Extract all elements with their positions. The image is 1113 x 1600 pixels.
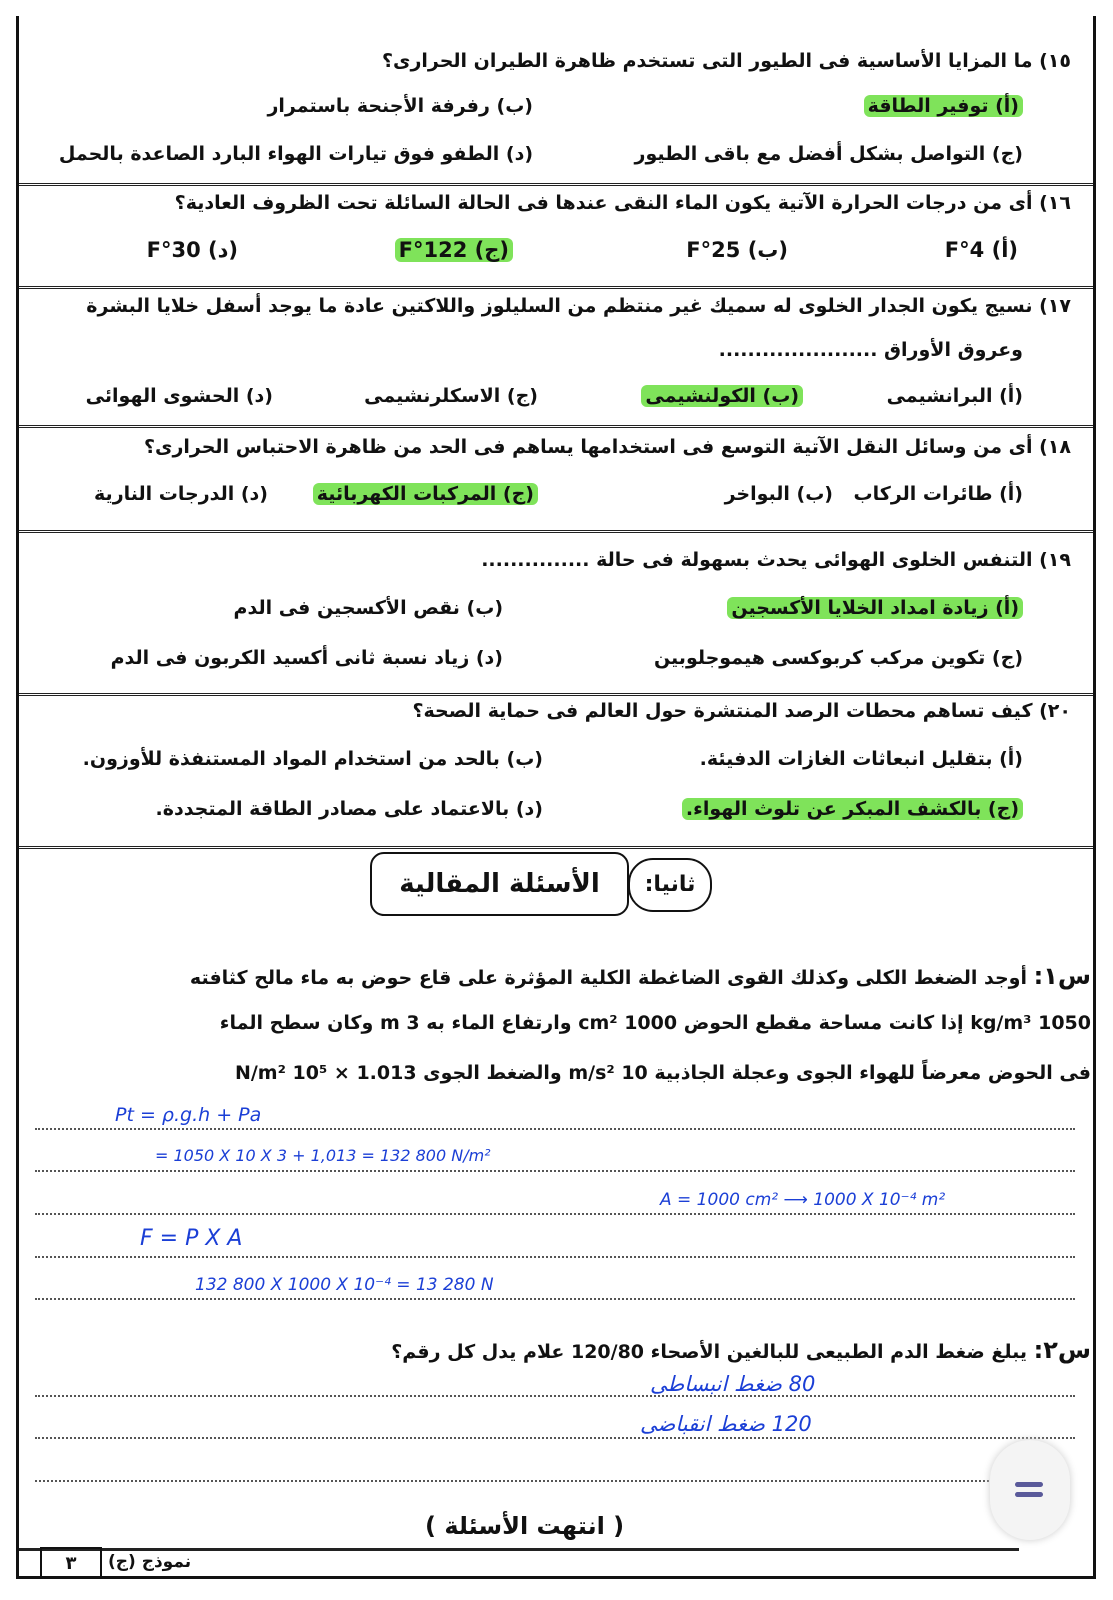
essay-1-line-1 — [190, 962, 1091, 990]
question-text: ٢٠) كيف تساهم محطات الرصد المنتشرة حول العالم فى حماية الصحة؟ — [412, 700, 1071, 722]
handwritten-answer: 120 ضغط انقباضى — [640, 1412, 812, 1436]
footer-divider — [19, 1548, 1019, 1551]
option-d[interactable]: (د) الطفو فوق تيارات الهواء البارد الصاعدة بالحمل — [58, 143, 533, 165]
answer-line — [35, 1256, 1075, 1258]
option-a-text: (أ) زيادة امداد الخلايا الأكسجين — [727, 597, 1023, 619]
option-d[interactable]: (د) بالاعتماد على مصادر الطاقة المتجددة. — [155, 798, 543, 820]
option-b[interactable]: (ب) البواخر — [724, 483, 833, 505]
question-text: ١٩) التنفس الخلوى الهوائى يحدث بسهولة فى حالة ............... — [481, 549, 1071, 571]
model-label: نموذج (ج) — [108, 1552, 192, 1572]
handwritten-answer: 132 800 X 1000 X 10⁻⁴ = 13 280 N — [195, 1275, 494, 1295]
option-b[interactable]: (ب) نقص الأكسجين فى الدم — [233, 597, 503, 619]
option-d[interactable]: (د) زياد نسبة ثانى أكسيد الكربون فى الدم — [110, 647, 503, 669]
answer-line — [35, 1298, 1075, 1300]
page-number: ٣ — [40, 1547, 102, 1579]
option-a[interactable] — [727, 597, 1023, 619]
option-b[interactable]: (ب) بالحد من استخدام المواد المستنفذة للأوزون. — [82, 748, 543, 770]
answer-line — [35, 1480, 1025, 1482]
option-a[interactable]: (أ) البرانشيمى — [886, 385, 1023, 407]
answer-line — [35, 1170, 1075, 1172]
handwritten-answer: Pt = ρ.g.h + Pa — [115, 1104, 262, 1126]
question-text-cont: وعروق الأوراق ...................... — [718, 339, 1023, 361]
option-b[interactable]: (ب) 25°F — [686, 238, 788, 262]
essay-1-text: أوجد الضغط الكلى وكذلك القوى الضاغطة الكلية المؤثرة على قاع حوض به ماء مالح كثافته — [189, 967, 1027, 989]
answer-line — [35, 1128, 1075, 1130]
option-c-text: (ج) بالكشف المبكر عن تلوث الهواء. — [682, 798, 1023, 820]
menu-button[interactable] — [990, 1440, 1070, 1540]
option-d[interactable]: (د) الدرجات النارية — [94, 483, 268, 505]
question-text: ١٥) ما المزايا الأساسية فى الطيور التى تستخدم ظاهرة الطيران الحرارى؟ — [382, 50, 1071, 72]
option-c-text: (ج) المركبات الكهربائية — [313, 483, 538, 505]
essay-2-text: يبلغ ضغط الدم الطبيعى للبالغين الأصحاء 120/80 علام يدل كل رقم؟ — [391, 1341, 1027, 1363]
answer-line — [35, 1213, 1075, 1215]
essay-2-number: س٢: — [1033, 1336, 1091, 1364]
option-b[interactable] — [641, 385, 803, 407]
option-a[interactable] — [864, 95, 1023, 117]
essay-2 — [391, 1336, 1091, 1364]
menu-icon-bar — [1015, 1492, 1043, 1497]
handwritten-answer: 80 ضغط انبساطى — [650, 1372, 816, 1396]
answer-line — [35, 1437, 1075, 1439]
option-a[interactable]: (أ) بتقليل انبعاثات الغازات الدفيئة. — [699, 748, 1023, 770]
option-c[interactable] — [313, 483, 538, 505]
section-label: ثانيا: — [628, 858, 712, 912]
question-15 — [19, 40, 1093, 186]
question-18 — [19, 428, 1093, 533]
question-text: ١٨) أى من وسائل النقل الآتية التوسع فى استخدامها يساهم فى الحد من ظاهرة الاحتباس الحرارى؟ — [144, 436, 1071, 458]
option-b-text: (ب) الكولنشيمى — [641, 385, 803, 407]
essay-1-number: س١: — [1033, 962, 1091, 990]
essay-1-line-3: فى الحوض معرضاً للهواء الجوى وعجلة الجاذبية 10 m/s² والضغط الجوى 1.013 × 10⁵ N/m² — [234, 1062, 1091, 1084]
option-a[interactable]: (أ) طائرات الركاب — [853, 483, 1023, 505]
question-20 — [19, 696, 1093, 849]
option-d[interactable]: (د) 30°F — [146, 238, 238, 262]
question-text: ١٧) نسيج يكون الجدار الخلوى له سميك غير منتظم من السليلوز واللاكتين عادة ما يوجد أسفل خلايا البشرة — [86, 295, 1071, 317]
question-16 — [19, 186, 1093, 289]
question-text: ١٦) أى من درجات الحرارة الآتية يكون الماء النقى عندها فى الحالة السائلة تحت الظروف العادية؟ — [174, 192, 1071, 214]
option-d[interactable]: (د) الحشوى الهوائى — [85, 385, 273, 407]
end-of-questions: ( انتهت الأسئلة ) — [425, 1512, 625, 1540]
handwritten-answer: = 1050 X 10 X 3 + 1,013 = 132 800 N/m² — [155, 1146, 491, 1165]
option-a[interactable]: (أ) 4°F — [944, 238, 1018, 262]
question-19 — [19, 533, 1093, 696]
option-c[interactable]: (ج) التواصل بشكل أفضل مع باقى الطيور — [634, 143, 1023, 165]
option-a-text: (أ) توفير الطاقة — [864, 95, 1023, 117]
section-title: الأسئلة المقالية — [370, 852, 629, 916]
handwritten-answer: A = 1000 cm² ⟶ 1000 X 10⁻⁴ m² — [660, 1190, 946, 1210]
question-17 — [19, 289, 1093, 428]
option-c-text: (ج) 122°F — [395, 238, 513, 262]
menu-icon-bar — [1015, 1482, 1043, 1487]
option-c[interactable] — [682, 798, 1023, 820]
option-c[interactable] — [395, 238, 513, 262]
option-c[interactable]: (ج) الاسكلرنشيمى — [364, 385, 538, 407]
option-b[interactable]: (ب) رفرفة الأجنحة باستمرار — [267, 95, 533, 117]
essay-1-line-2: 1050 kg/m³ إذا كانت مساحة مقطع الحوض 1000 cm² وارتفاع الماء به 3 m وكان سطح الماء — [219, 1012, 1091, 1034]
option-c[interactable]: (ج) تكوين مركب كربوكسى هيموجلوبين — [653, 647, 1023, 669]
handwritten-answer: F = P X A — [140, 1226, 243, 1251]
